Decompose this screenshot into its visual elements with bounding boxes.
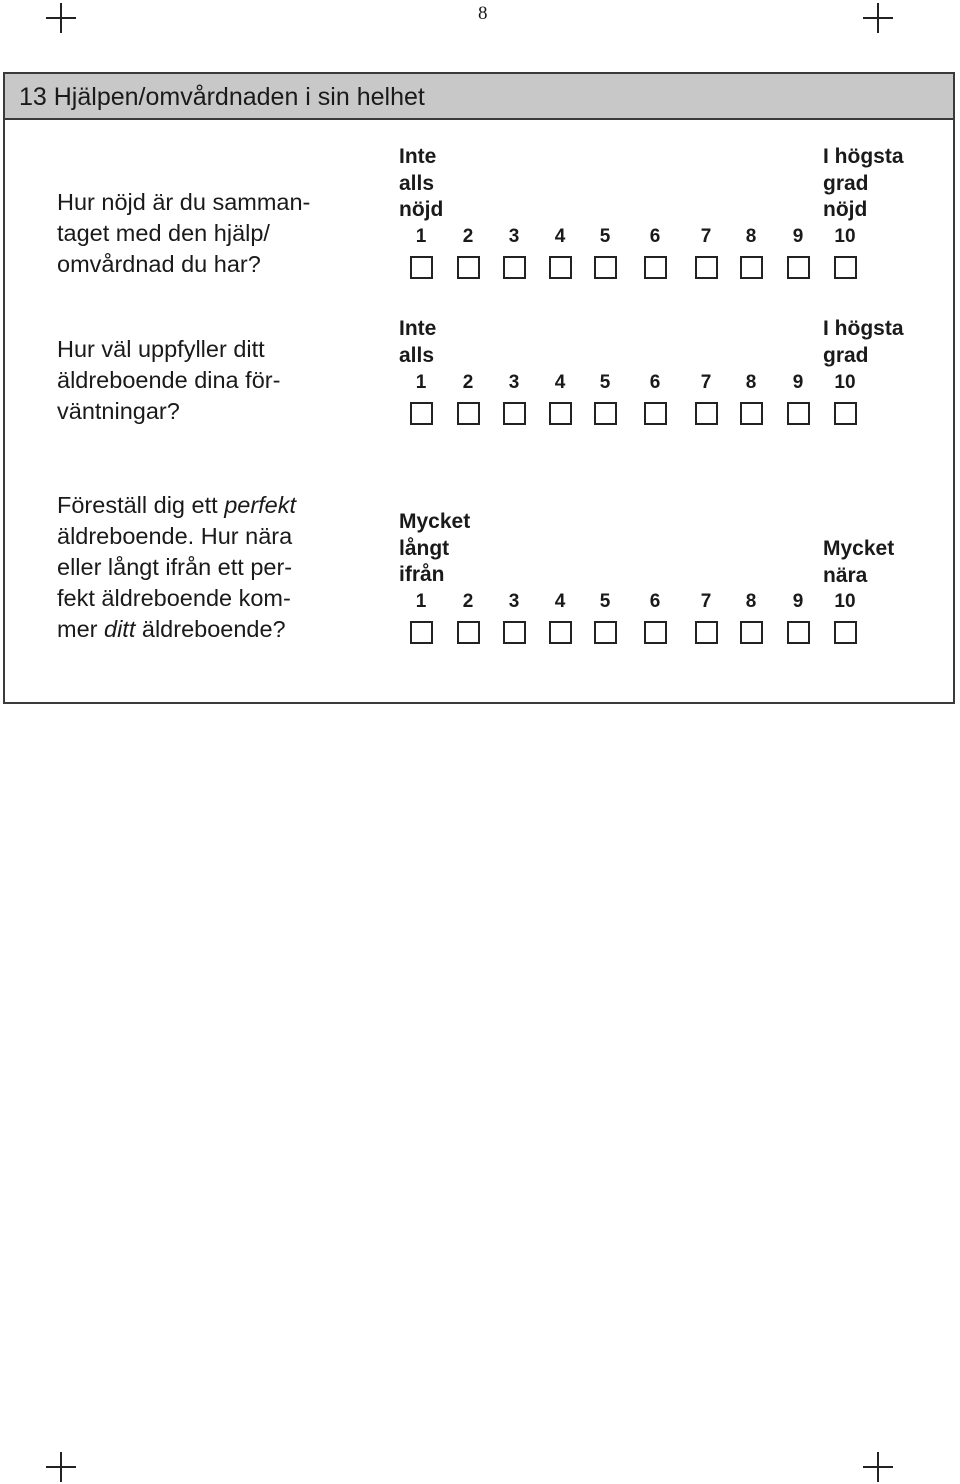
checkbox-5[interactable] bbox=[594, 621, 617, 644]
scale-number-8: 8 bbox=[745, 226, 757, 247]
checkbox-9[interactable] bbox=[787, 256, 810, 279]
text-run: Föreställ dig ett bbox=[57, 492, 225, 518]
question-2-line: Hur väl uppfyller ditt bbox=[57, 336, 265, 362]
checkbox-3[interactable] bbox=[503, 402, 526, 425]
scale-number-9: 9 bbox=[792, 372, 804, 393]
checkbox-3[interactable] bbox=[503, 256, 526, 279]
emphasis-text: ditt bbox=[104, 616, 136, 642]
scale-number-6: 6 bbox=[649, 591, 661, 612]
scale-number-6: 6 bbox=[649, 372, 661, 393]
checkbox-6[interactable] bbox=[644, 621, 667, 644]
anchor-line: I högsta bbox=[823, 145, 904, 168]
question-2-left-anchor bbox=[399, 316, 436, 369]
anchor-line: grad bbox=[823, 171, 869, 195]
scale-number-5: 5 bbox=[599, 372, 611, 393]
checkbox-1[interactable] bbox=[410, 256, 433, 279]
checkbox-8[interactable] bbox=[740, 402, 763, 425]
checkbox-7[interactable] bbox=[695, 256, 718, 279]
anchor-line: Mycket bbox=[823, 537, 895, 560]
scale-number-9: 9 bbox=[792, 226, 804, 247]
question-1-text bbox=[57, 187, 357, 280]
scale-number-8: 8 bbox=[745, 591, 757, 612]
question-1-line: Hur nöjd är du samman- bbox=[57, 189, 311, 215]
question-1-right-anchor bbox=[823, 144, 904, 224]
scale-number-9: 9 bbox=[792, 591, 804, 612]
anchor-line: alls bbox=[399, 343, 435, 367]
anchor-line: långt bbox=[399, 536, 450, 560]
scale-number-2: 2 bbox=[462, 591, 474, 612]
text-run: äldreboende? bbox=[135, 616, 286, 642]
checkbox-6[interactable] bbox=[644, 402, 667, 425]
checkbox-10[interactable] bbox=[834, 256, 857, 279]
scale-number-1: 1 bbox=[415, 372, 427, 393]
text-run: mer bbox=[57, 616, 104, 642]
scale-number-2: 2 bbox=[462, 372, 474, 393]
checkbox-6[interactable] bbox=[644, 256, 667, 279]
checkbox-3[interactable] bbox=[503, 621, 526, 644]
checkbox-9[interactable] bbox=[787, 402, 810, 425]
scale-number-10: 10 bbox=[834, 372, 856, 393]
checkbox-5[interactable] bbox=[594, 402, 617, 425]
checkbox-9[interactable] bbox=[787, 621, 810, 644]
crop-mark-bottom-right bbox=[863, 1452, 893, 1482]
question-2-right-anchor bbox=[823, 316, 904, 369]
question-3-line: fekt äldreboende kom- bbox=[57, 585, 291, 611]
question-3-line bbox=[57, 614, 377, 645]
checkbox-10[interactable] bbox=[834, 621, 857, 644]
question-3-line bbox=[57, 490, 377, 521]
checkbox-7[interactable] bbox=[695, 402, 718, 425]
checkbox-7[interactable] bbox=[695, 621, 718, 644]
anchor-line: Inte bbox=[399, 317, 437, 340]
scale-number-10: 10 bbox=[834, 591, 856, 612]
checkbox-4[interactable] bbox=[549, 256, 572, 279]
anchor-line: Mycket bbox=[399, 510, 471, 533]
scale-number-7: 7 bbox=[700, 226, 712, 247]
crop-mark-top-right bbox=[863, 3, 893, 33]
scale-number-2: 2 bbox=[462, 226, 474, 247]
anchor-line: nöjd bbox=[823, 198, 868, 221]
scale-number-7: 7 bbox=[700, 591, 712, 612]
question-1-line: taget med den hjälp/ bbox=[57, 220, 270, 246]
scale-number-1: 1 bbox=[415, 226, 427, 247]
checkbox-10[interactable] bbox=[834, 402, 857, 425]
question-2-line: väntningar? bbox=[57, 398, 180, 424]
scale-number-4: 4 bbox=[554, 372, 566, 393]
checkbox-2[interactable] bbox=[457, 402, 480, 425]
scale-number-3: 3 bbox=[508, 591, 520, 612]
checkbox-1[interactable] bbox=[410, 402, 433, 425]
question-2-line: äldreboende dina för- bbox=[57, 367, 281, 393]
checkbox-2[interactable] bbox=[457, 256, 480, 279]
anchor-line: Inte bbox=[399, 145, 437, 168]
question-3-line: eller långt ifrån ett per- bbox=[57, 554, 293, 580]
scale-number-6: 6 bbox=[649, 226, 661, 247]
scale-number-5: 5 bbox=[599, 226, 611, 247]
scale-number-1: 1 bbox=[415, 591, 427, 612]
question-3-text bbox=[57, 490, 377, 645]
question-1-left-anchor bbox=[399, 144, 443, 224]
page-number: 8 bbox=[478, 3, 488, 24]
question-1-line: omvårdnad du har? bbox=[57, 251, 261, 277]
scale-number-7: 7 bbox=[700, 372, 712, 393]
question-panel bbox=[3, 72, 955, 704]
crop-mark-bottom-left bbox=[46, 1452, 76, 1482]
question-2-text bbox=[57, 334, 357, 427]
checkbox-8[interactable] bbox=[740, 256, 763, 279]
scale-number-3: 3 bbox=[508, 372, 520, 393]
anchor-line: ifrån bbox=[399, 563, 445, 586]
question-3-left-anchor bbox=[399, 509, 470, 589]
scale-number-8: 8 bbox=[745, 372, 757, 393]
scale-number-4: 4 bbox=[554, 591, 566, 612]
checkbox-2[interactable] bbox=[457, 621, 480, 644]
anchor-line: grad bbox=[823, 343, 869, 367]
section-title: 13 Hjälpen/omvårdnaden i sin helhet bbox=[5, 74, 953, 120]
anchor-line: nära bbox=[823, 563, 868, 587]
anchor-line: nöjd bbox=[399, 198, 444, 221]
checkbox-1[interactable] bbox=[410, 621, 433, 644]
checkbox-4[interactable] bbox=[549, 621, 572, 644]
question-3-line: äldreboende. Hur nära bbox=[57, 523, 293, 549]
question-3-right-anchor bbox=[823, 536, 894, 589]
scale-number-3: 3 bbox=[508, 226, 520, 247]
anchor-line: I högsta bbox=[823, 317, 904, 340]
checkbox-8[interactable] bbox=[740, 621, 763, 644]
checkbox-4[interactable] bbox=[549, 402, 572, 425]
scale-number-4: 4 bbox=[554, 226, 566, 247]
scale-number-10: 10 bbox=[834, 226, 856, 247]
anchor-line: alls bbox=[399, 171, 435, 195]
emphasis-text: perfekt bbox=[224, 492, 297, 518]
scale-number-5: 5 bbox=[599, 591, 611, 612]
checkbox-5[interactable] bbox=[594, 256, 617, 279]
crop-mark-top-left bbox=[46, 3, 76, 33]
